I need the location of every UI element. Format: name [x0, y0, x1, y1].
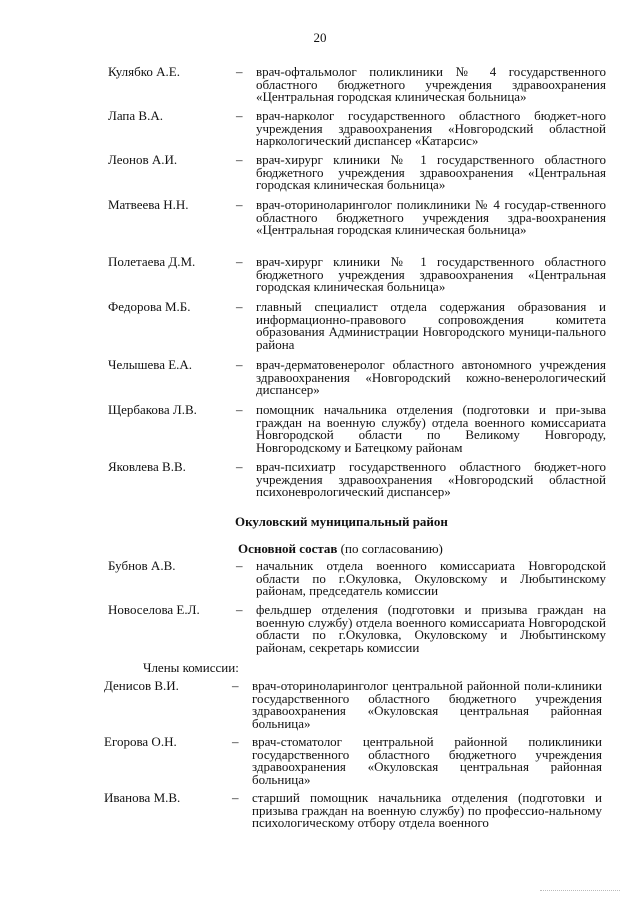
person-position: фельдшер отделения (подготовки и призыва граждан на военную службу) отдела военного комиссариата Новгородской области по г.Окуловка, Окуловскому и Любытинскому районам, секретарь комиссии [256, 602, 606, 655]
person-name: Матвеева Н.Н. [108, 197, 189, 212]
subsection-title-bold: Основной состав [238, 541, 338, 556]
person-name: Щербакова Л.В. [108, 402, 197, 417]
list-item [104, 792, 602, 830]
dash: – [236, 254, 243, 269]
dash: – [236, 108, 243, 123]
dash: – [232, 790, 239, 805]
list-item [108, 256, 606, 294]
list-item [108, 301, 606, 351]
dash: – [236, 402, 243, 417]
person-position: главный специалист отдела содержания образования и информационно-правового сопровождения комитета образования Администрации Новгородского муници-пального района [256, 299, 606, 352]
subsection-title [238, 541, 443, 557]
person-position: врач-стоматолог центральной районной поликлиники государственного областного бюджетного учреждения здравоохранения «Окуловская центральная районная больница» [252, 734, 602, 787]
dash: – [236, 602, 243, 617]
person-position: врач-хирург клиники № 1 государственного областного бюджетного учреждения здравоохранения «Центральная городская клиническая больница» [256, 152, 606, 192]
person-name: Яковлева В.В. [108, 459, 186, 474]
section-title: Окуловский муниципальный район [235, 514, 448, 529]
person-position: врач-оториноларинголог центральной районной поли-клиники государственного областного бюджетного учреждения здравоохранения «Окуловская центральная районная больница» [252, 678, 602, 731]
person-name: Новоселова Е.Л. [108, 602, 200, 617]
person-name: Лапа В.А. [108, 108, 163, 123]
person-position: врач-дерматовенеролог областного автономного учреждения здравоохранения «Новгородский кожно-венерологический диспансер» [256, 357, 606, 397]
list-item [108, 404, 606, 454]
dash: – [236, 558, 243, 573]
list-item [104, 736, 602, 786]
dash: – [232, 734, 239, 749]
person-position: помощник начальника отделения (подготовки и при-зыва граждан на военную службу) отдела военного комиссариата Новгородской области по Великому Новгороду, Новгородскому и Батецкому районам [256, 402, 606, 455]
person-position: старший помощник начальника отделения (подготовки и призыва граждан на военную службу) по профессио-нальному психологическому отбору отдела военного [252, 790, 602, 830]
dash: – [232, 678, 239, 693]
person-name: Денисов В.И. [104, 678, 179, 693]
list-item [108, 154, 606, 192]
list-item [108, 560, 606, 598]
person-name: Полетаева Д.М. [108, 254, 196, 269]
page-number: 20 [313, 30, 327, 45]
members-label: Члены комиссии: [143, 660, 239, 675]
person-name: Кулябко А.Е. [108, 64, 180, 79]
person-position: врач-психиатр государственного областного бюджет-ного учреждения здравоохранения «Новгородский областной психоневрологический диспансер» [256, 459, 606, 499]
person-name: Егорова О.Н. [104, 734, 177, 749]
dash: – [236, 152, 243, 167]
list-item [108, 199, 606, 237]
person-name: Федорова М.Б. [108, 299, 191, 314]
person-name: Челышева Е.А. [108, 357, 193, 372]
person-name: Иванова М.В. [104, 790, 181, 805]
scan-mark [540, 890, 620, 891]
person-name: Бубнов А.В. [108, 558, 176, 573]
dash: – [236, 357, 243, 372]
person-name: Леонов А.И. [108, 152, 178, 167]
list-item [108, 461, 606, 499]
person-position: врач-офтальмолог поликлиники № 4 государственного областного бюджетного учреждения здравоохранения «Центральная городская клиническая больница» [256, 64, 606, 104]
dash: – [236, 64, 243, 79]
list-item [108, 110, 606, 148]
list-item [104, 680, 602, 730]
person-position: начальник отдела военного комиссариата Новгородской области по г.Окуловка, Окуловскому и Любытинскому районам, председатель комиссии [256, 558, 606, 598]
person-position: врач-хирург клиники № 1 государственного областного бюджетного учреждения здравоохранения «Центральная городская клиническая больница» [256, 254, 606, 294]
person-position: врач-оториноларинголог поликлиники № 4 государ-ственного областного бюджетного учреждения здра-воохранения «Центральная городская клиническая больница» [256, 197, 606, 237]
dash: – [236, 459, 243, 474]
list-item [108, 66, 606, 104]
list-item [108, 359, 606, 397]
person-position: врач-нарколог государственного областного бюджет-ного учреждения здравоохранения «Новгородский областной наркологический диспансер «Катарсис» [256, 108, 606, 148]
list-item [108, 604, 606, 654]
dash: – [236, 299, 243, 314]
dash: – [236, 197, 243, 212]
subsection-title-note: (по согласованию) [337, 541, 443, 556]
